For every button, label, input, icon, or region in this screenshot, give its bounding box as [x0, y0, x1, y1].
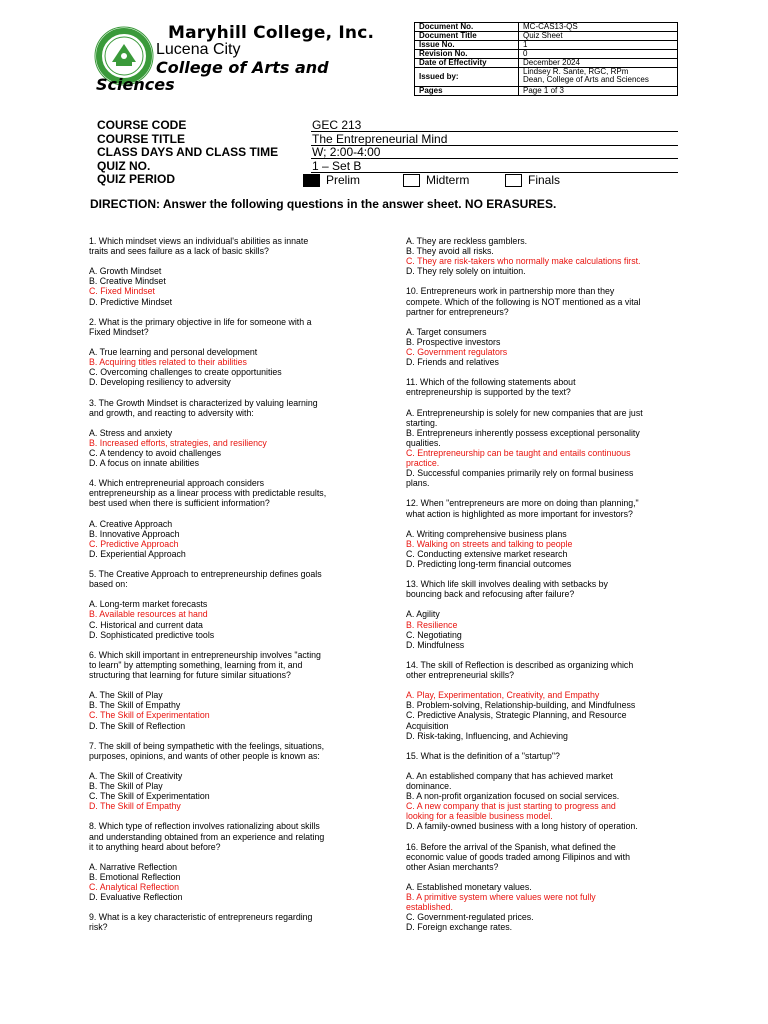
answer-option: C. Overcoming challenges to create opportunities	[89, 367, 282, 378]
answer-option: A. Entrepreneurship is solely for new companies that are just	[406, 407, 643, 418]
question-block	[89, 741, 361, 812]
question-block	[406, 842, 682, 933]
course-info	[97, 118, 678, 186]
checkbox-empty-icon	[505, 174, 522, 187]
issued-by-label: Issued by:	[415, 68, 519, 87]
answer-option: A. The Skill of Play	[89, 690, 163, 701]
answer-option: D. Friends and relatives	[406, 357, 499, 368]
question-block	[89, 236, 361, 307]
quiz-no-label: QUIZ NO.	[97, 158, 151, 173]
answer-option: B. Problem-solving, Relationship-building, and Mindfulness	[406, 700, 636, 711]
question-text: risk?	[89, 922, 108, 933]
answer-option: C. A tendency to avoid challenges	[89, 447, 222, 458]
doc-no-value: MC-CAS13-QS	[519, 23, 678, 32]
doc-title-label: Document Title	[415, 32, 519, 41]
answer-option: D. Mindfulness	[406, 639, 465, 650]
answer-option-correct: B. Walking on streets and talking to people	[406, 538, 573, 549]
answer-option: D. Predictive Mindset	[89, 296, 173, 307]
question-text: structuring that learning for future similar situations?	[89, 670, 291, 681]
answer-option: C. The Skill of Experimentation	[89, 791, 210, 802]
class-days-label: CLASS DAYS AND CLASS TIME	[97, 145, 279, 159]
quiz-no-value: 1 – Set B	[311, 159, 678, 173]
answer-option-correct: B. A primitive system where values were not fully	[406, 892, 596, 903]
answer-option: plans.	[406, 478, 430, 489]
question-block	[89, 569, 361, 640]
question-block	[406, 579, 682, 650]
question-block	[406, 377, 682, 488]
answer-option: D. Successful companies primarily rely on formal business	[406, 468, 634, 479]
question-text: 2. What is the primary objective in life for someone with a	[89, 316, 312, 327]
answer-option: A. Established monetary values.	[406, 882, 532, 892]
question-text: 3. The Growth Mindset is characterized by valuing learning	[89, 397, 318, 408]
question-text: 8. Which type of reflection involves rationalizing about skills	[89, 821, 320, 832]
department-name-line2: Sciences	[96, 75, 175, 94]
answer-option: D. Developing resiliency to adversity	[89, 377, 231, 388]
issuer-position: Dean, College of Arts and Sciences	[523, 75, 649, 84]
question-block	[89, 317, 361, 388]
question-text: 7. The skill of being sympathetic with the feelings, situations,	[89, 740, 325, 751]
answer-option: B. Entrepreneurs inherently possess exceptional personality	[406, 427, 640, 438]
question-block	[89, 912, 361, 932]
question-text: entrepreneurship is supported by the text?	[406, 387, 571, 398]
answer-option: B. Emotional Reflection	[89, 871, 181, 882]
answer-option: C. Predictive Analysis, Strategic Planning, and Resource	[406, 710, 627, 721]
answer-option: A. Writing comprehensive business plans	[406, 528, 567, 539]
answer-option: B. The Skill of Play	[89, 781, 163, 792]
answer-option: B. Innovative Approach	[89, 528, 180, 539]
answer-option: D. Experiential Approach	[89, 548, 186, 559]
question-block	[89, 478, 361, 559]
answer-option: A. Narrative Reflection	[89, 861, 178, 872]
answer-option-correct: C. They are risk-takers who normally make calculations first.	[406, 256, 641, 267]
answer-option: A. Agility	[406, 609, 440, 620]
answer-option-correct: looking for a feasible business model.	[406, 811, 553, 822]
answer-option: A. Stress and anxiety	[89, 427, 173, 438]
answer-option: B. A non-profit organization focused on social services.	[406, 791, 620, 802]
issued-by-value	[519, 68, 678, 87]
answer-option: D. A focus on innate abilities	[89, 458, 200, 469]
course-title-label: COURSE TITLE	[97, 131, 186, 146]
question-text: 13. Which life skill involves dealing with setbacks by	[406, 579, 608, 590]
question-text: based on:	[89, 579, 128, 590]
answer-option: A. True learning and personal development	[89, 347, 258, 358]
answer-option-correct: B. Acquiring titles related to their abilities	[89, 357, 247, 368]
issue-no-label: Issue No.	[415, 41, 519, 50]
quiz-period-label: QUIZ PERIOD	[97, 172, 176, 186]
questions-right-column	[406, 236, 682, 932]
answer-option: D. Risk-taking, Influencing, and Achieving	[406, 730, 568, 741]
revision-no-label: Revision No.	[415, 50, 519, 59]
answer-option: C. Government-regulated prices.	[406, 912, 534, 923]
quiz-period-options	[303, 173, 560, 187]
answer-option-correct: C. Analytical Reflection	[89, 882, 179, 892]
question-text: Fixed Mindset?	[89, 326, 149, 337]
answer-option: D. Predicting long-term financial outcomes	[406, 559, 572, 569]
answer-option: qualities.	[406, 437, 441, 448]
class-days-value: W; 2:00-4:00	[311, 145, 678, 159]
department-name-line1: College of Arts and	[156, 58, 329, 77]
answer-option: C. Conducting extensive market research	[406, 548, 568, 559]
answer-option: B. The Skill of Empathy	[89, 700, 181, 711]
question-block	[406, 286, 682, 367]
effectivity-label: Date of Effectivity	[415, 59, 519, 68]
question-text: it to anything heard about before?	[89, 841, 221, 852]
answer-option: B. They avoid all risks.	[406, 246, 494, 257]
answer-option: C. Historical and current data	[89, 619, 203, 630]
issuer-name: Lindsey R. Sante, RGC, RPm	[523, 67, 629, 76]
answer-option: A. An established company that has achieved market	[406, 770, 613, 781]
answer-option: D. A family-owned business with a long history of operation.	[406, 821, 638, 832]
question-text: 16. Before the arrival of the Spanish, what defined the	[406, 841, 616, 852]
question-text: 15. What is the definition of a "startup"?	[406, 750, 560, 761]
question-text: best used when there is sufficient information?	[89, 498, 270, 509]
answer-option: D. Evaluative Reflection	[89, 892, 183, 903]
question-text: 10. Entrepreneurs work in partnership more than they	[406, 286, 615, 297]
question-text: compete. Which of the following is NOT mentioned as a vital	[406, 296, 641, 307]
answer-option: B. Creative Mindset	[89, 276, 166, 287]
period-option-prelim: Prelim	[303, 173, 403, 187]
doc-no-label: Document No.	[415, 23, 519, 32]
revision-no-value: 0	[519, 50, 678, 59]
question-block	[406, 498, 682, 569]
answer-option: D. They rely solely on intuition.	[406, 266, 526, 277]
answer-option: A. Target consumers	[406, 326, 487, 337]
answer-option: B. Prospective investors	[406, 336, 501, 347]
answer-option: Acquisition	[406, 720, 449, 731]
question-block	[406, 236, 682, 276]
doc-title-value: Quiz Sheet	[519, 32, 678, 41]
answer-option: A. Growth Mindset	[89, 266, 162, 277]
question-text: and growth, and reacting to adversity with:	[89, 407, 254, 418]
question-text: 4. Which entrepreneurial approach considers	[89, 478, 265, 489]
checkbox-empty-icon	[403, 174, 420, 187]
answer-option: C. Negotiating	[406, 629, 462, 640]
answer-option-correct: C. Government regulators	[406, 347, 508, 358]
document-info-table	[414, 22, 678, 96]
question-text: bouncing back and refocusing after failure?	[406, 589, 575, 600]
period-option-midterm: Midterm	[403, 173, 505, 187]
question-text: 6. Which skill important in entrepreneurship involves "acting	[89, 649, 321, 660]
question-text: to learn" by attempting something, learning from it, and	[89, 659, 303, 670]
direction-text: DIRECTION: Answer the following questions in the answer sheet. NO ERASURES.	[90, 197, 557, 211]
answer-option: D. Sophisticated predictive tools	[89, 629, 215, 640]
effectivity-value: December 2024	[519, 59, 678, 68]
question-text: 5. The Creative Approach to entrepreneurship defines goals	[89, 569, 322, 580]
question-text: entrepreneurship as a linear process with predictable results,	[89, 488, 327, 499]
question-text: other entrepreneurial skills?	[406, 670, 515, 681]
answer-option: D. Foreign exchange rates.	[406, 922, 513, 933]
answer-option: dominance.	[406, 781, 452, 792]
answer-option-correct: C. The Skill of Experimentation	[89, 710, 210, 721]
question-text: and understanding obtained from an experience and relating	[89, 831, 325, 842]
answer-option-correct: A. Play, Experimentation, Creativity, and Empathy	[406, 690, 600, 701]
answer-option-correct: C. Fixed Mindset	[89, 286, 155, 297]
answer-option: D. The Skill of Reflection	[89, 720, 186, 731]
answer-option-correct: D. The Skill of Empathy	[89, 801, 181, 812]
period-option-finals: Finals	[505, 173, 560, 187]
course-code-value: GEC 213	[311, 118, 678, 132]
question-block	[89, 398, 361, 469]
question-block	[89, 821, 361, 902]
checkbox-checked-icon	[303, 174, 320, 187]
question-text: 1. Which mindset views an individual's abilities as innate	[89, 236, 309, 246]
college-city: Lucena City	[156, 41, 241, 58]
question-text: other Asian merchants?	[406, 861, 499, 872]
answer-option: starting.	[406, 417, 438, 428]
question-text: partner for entrepreneurs?	[406, 306, 509, 317]
answer-option-correct: established.	[406, 902, 453, 913]
question-block	[406, 660, 682, 741]
questions-left-column	[89, 236, 361, 932]
answer-option: A. They are reckless gamblers.	[406, 236, 528, 246]
answer-option-correct: C. Predictive Approach	[89, 538, 179, 549]
college-name: Maryhill College, Inc.	[168, 23, 375, 43]
question-block	[89, 650, 361, 731]
question-text: traits and sees failure as a lack of basic skills?	[89, 246, 269, 257]
question-block	[406, 751, 682, 832]
pages-value: Page 1 of 3	[519, 87, 678, 96]
course-title-value: The Entrepreneurial Mind	[311, 132, 678, 146]
answer-option: A. The Skill of Creativity	[89, 770, 183, 781]
question-text: 12. When "entrepreneurs are more on doing than planning,"	[406, 498, 639, 509]
answer-option-correct: B. Resilience	[406, 619, 458, 630]
question-text: 9. What is a key characteristic of entrepreneurs regarding	[89, 912, 313, 923]
question-text: purposes, opinions, and wants of other people is known as:	[89, 750, 320, 761]
question-text: 11. Which of the following statements about	[406, 377, 576, 388]
answer-option: A. Long-term market forecasts	[89, 599, 208, 610]
course-code-label: COURSE CODE	[97, 118, 187, 132]
answer-option-correct: C. Entrepreneurship can be taught and entails continuous	[406, 447, 631, 458]
question-text: economic value of goods traded among Filipinos and with	[406, 851, 630, 862]
answer-option-correct: practice.	[406, 458, 440, 469]
issue-no-value: 1	[519, 41, 678, 50]
question-text: 14. The skill of Reflection is described as organizing which	[406, 659, 634, 670]
answer-option-correct: C. A new company that is just starting to progress and	[406, 801, 616, 812]
answer-option-correct: B. Increased efforts, strategies, and resiliency	[89, 437, 267, 448]
question-text: what action is highlighted as more important for investors?	[406, 508, 633, 519]
answer-option: A. Creative Approach	[89, 518, 173, 529]
pages-label: Pages	[415, 87, 519, 96]
answer-option-correct: B. Available resources at hand	[89, 609, 208, 620]
